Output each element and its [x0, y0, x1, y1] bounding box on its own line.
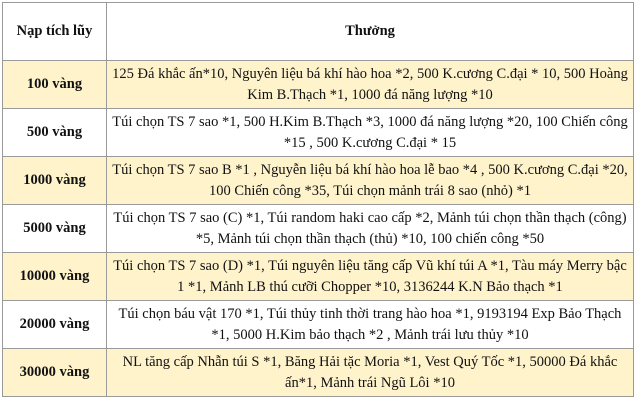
- amount-cell: 500 vàng: [3, 109, 107, 157]
- reward-cell: Túi chọn báu vật 170 *1, Túi thủy tinh thời trang hào hoa *1, 9193194 Exp Bảo Thạch *1, 5000 H.Kim bảo thạch *2 , Mảnh trái lưu thủy *10: [107, 301, 634, 349]
- reward-table: [2, 2, 634, 397]
- table-row: [3, 61, 634, 109]
- table-row: [3, 253, 634, 301]
- amount-cell: 1000 vàng: [3, 157, 107, 205]
- amount-column-header: Nạp tích lũy: [3, 3, 107, 61]
- reward-cell: Túi chọn TS 7 sao (D) *1, Túi nguyên liệu tăng cấp Vũ khí túi A *1, Tàu máy Merry bậc 1 *1, Mảnh LB thú cưỡi Chopper *10, 3136244 K.N Bảo thạch *1: [107, 253, 634, 301]
- amount-cell: 5000 vàng: [3, 205, 107, 253]
- header-row: [3, 3, 634, 61]
- reward-cell: Túi chọn TS 7 sao (C) *1, Túi random haki cao cấp *2, Mảnh túi chọn thần thạch (công) *5, Mảnh túi chọn thần thạch (thủ) *10, 100 chiến công *50: [107, 205, 634, 253]
- reward-cell: Túi chọn TS 7 sao *1, 500 H.Kim B.Thạch *3, 1000 đá năng lượng *20, 100 Chiến công *15 , 500 K.cương C.đại * 15: [107, 109, 634, 157]
- reward-cell: Túi chọn TS 7 sao B *1 , Nguyễn liệu bá khí hào hoa lễ bao *4 , 500 K.cương C.đại *20, 100 Chiến công *35, Túi chọn mảnh trái 8 sao (nhỏ) *1: [107, 157, 634, 205]
- table-row: [3, 205, 634, 253]
- table-row: [3, 109, 634, 157]
- table-row: [3, 301, 634, 349]
- table-row: [3, 349, 634, 397]
- reward-column-header: Thưởng: [107, 3, 634, 61]
- table-row: [3, 157, 634, 205]
- reward-cell: 125 Đá khắc ấn*10, Nguyên liệu bá khí hào hoa *2, 500 K.cương C.đại * 10, 500 Hoàng Kim B.Thạch *1, 1000 đá năng lượng *10: [107, 61, 634, 109]
- amount-cell: 20000 vàng: [3, 301, 107, 349]
- reward-cell: NL tăng cấp Nhẫn túi S *1, Băng Hải tặc Moria *1, Vest Quý Tốc *1, 50000 Đá khắc ấn*1, Mảnh trái Ngũ Lôi *10: [107, 349, 634, 397]
- amount-cell: 100 vàng: [3, 61, 107, 109]
- amount-cell: 30000 vàng: [3, 349, 107, 397]
- amount-cell: 10000 vàng: [3, 253, 107, 301]
